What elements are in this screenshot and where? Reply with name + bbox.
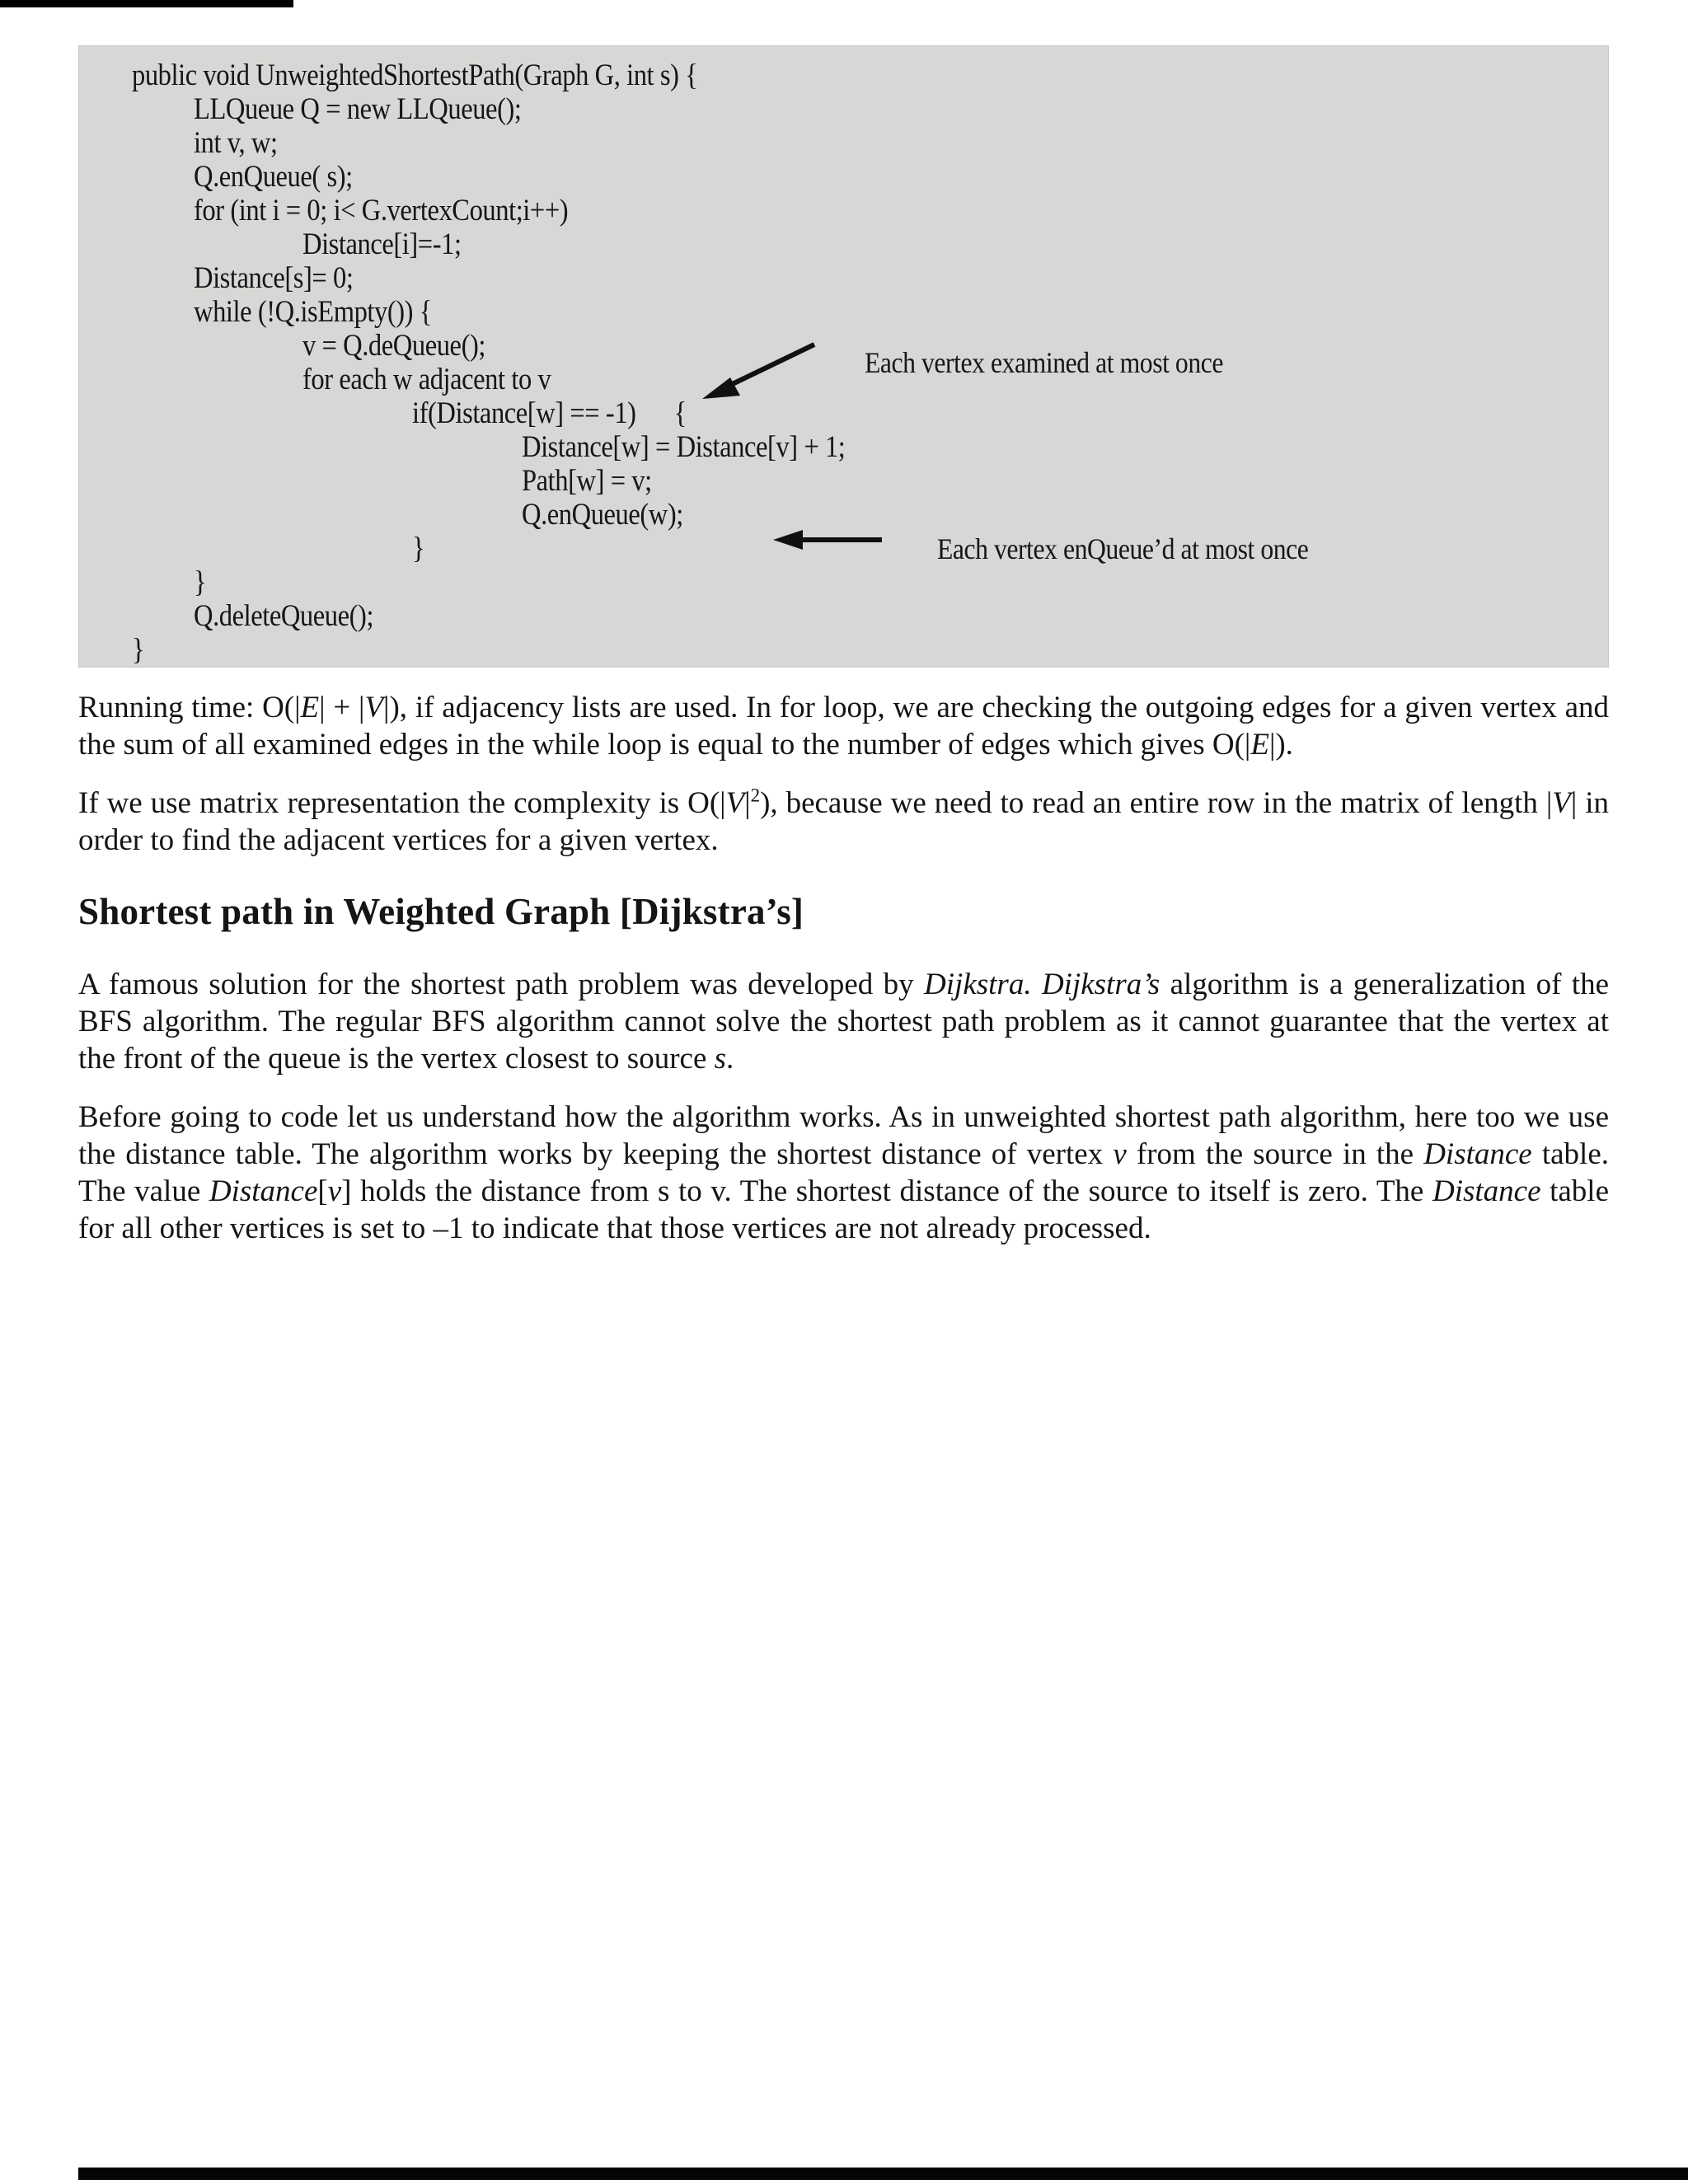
code-figure (78, 45, 1609, 668)
code-line: Q.enQueue( s); (194, 160, 353, 194)
paragraph-matrix-complexity: If we use matrix representation the complexity is $O(|V|^2)$, because we need to read an entire row in the matrix of length |V| in order to find the adjacent vertices for a given vertex. (78, 785, 1610, 857)
code-line: } (132, 633, 145, 667)
code-line: for (int i = 0; i< G.vertexCount;i++) (194, 194, 569, 227)
paragraph-algorithm-explanation: Before going to code let us understand how the algorithm works. As in unweighted shortest path algorithm, here too we use the distance table. The algorithm works by keeping the shortest distance of vertex v from the source in the Distance table. The value Distance[v] holds the distance from s to v. The shortest distance of the source to itself is zero. The Distance table for all other vertices is set to –1 to indicate that those vertices are not already processed. (78, 1100, 1610, 1245)
code-line: v = Q.deQueue(); (302, 329, 485, 363)
code-line: Q.deleteQueue(); (194, 599, 374, 633)
code-line: } (412, 532, 425, 565)
annotation-enqueued: Each vertex enQueue’d at most once (937, 532, 1309, 565)
code-line: } (194, 565, 207, 599)
annotation-examined: Each vertex examined at most once (865, 346, 1223, 379)
code-line: if(Distance[w] == -1) { (412, 396, 687, 430)
paragraph-running-time: Running time: O(|E| + |V|), if adjacency lists are used. In for loop, we are checking the outgoing edges for a given vertex and the sum of all examined edges in the while loop is equal to the number of edges which gives O(|E|). (78, 691, 1609, 762)
scan-artifact-top (0, 0, 293, 7)
code-line: Distance[s]= 0; (194, 261, 354, 295)
page-bottom-rule (78, 2168, 1688, 2180)
code-line: Distance[w] = Distance[v] + 1; (522, 430, 846, 464)
code-line: for each w adjacent to v (302, 363, 551, 396)
body-text (78, 689, 1609, 1268)
code-line: Distance[i]=-1; (302, 227, 462, 261)
code-line: public void UnweightedShortestPath(Graph G, int s) { (132, 59, 698, 92)
code-line: Q.enQueue(w); (522, 498, 683, 532)
paragraph-dijkstra-intro: A famous solution for the shortest path problem was developed by Dijkstra. Dijkstra’s algorithm is a generalization of the BFS algorithm. The regular BFS algorithm cannot solve the shortest path problem as it cannot guarantee that the vertex at the front of the queue is the vertex closest to source s. (78, 968, 1609, 1076)
arrow-left-icon (765, 527, 889, 552)
arrow-down-left-icon (692, 338, 824, 416)
code-line: int v, w; (194, 126, 278, 160)
code-line: LLQueue Q = new LLQueue(); (194, 92, 522, 126)
code-line: Path[w] = v; (522, 464, 652, 498)
code-line: while (!Q.isEmpty()) { (194, 295, 432, 329)
heading-dijkstra: Shortest path in Weighted Graph [Dijkstra’s] (78, 891, 804, 932)
